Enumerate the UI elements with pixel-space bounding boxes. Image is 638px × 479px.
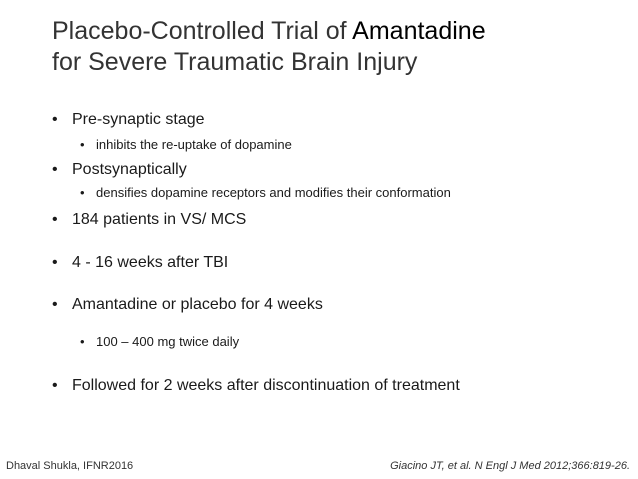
footer-citation: Giacino JT, et al. N Engl J Med 2012;366:819-26. — [390, 460, 630, 472]
bullet-icon: • — [52, 111, 58, 128]
bullet-item — [52, 160, 187, 180]
bullet-item — [52, 210, 246, 230]
bullet-icon: • — [80, 334, 85, 349]
bullet-icon: • — [52, 161, 58, 178]
title-line-2: for Severe Traumatic Brain Injury — [52, 48, 418, 76]
bullet-icon: • — [80, 185, 85, 200]
sub-bullet-item — [80, 137, 292, 153]
bullet-icon: • — [52, 296, 58, 313]
sub-bullet-item — [80, 185, 451, 201]
bullet-text: Pre-synaptic stage — [72, 111, 205, 128]
bullet-text: 100 – 400 mg twice daily — [96, 334, 240, 349]
bullet-item — [52, 253, 228, 273]
title-prefix: Placebo-Controlled Trial of — [52, 17, 353, 45]
bullet-text: densifies dopamine receptors and modifies their conformation — [96, 185, 451, 200]
bullet-item — [52, 295, 323, 315]
bullet-text: 184 patients in VS/ MCS — [72, 211, 247, 228]
bullet-icon: • — [80, 137, 85, 152]
title-highlight: Amantadine — [352, 17, 486, 45]
bullet-icon: • — [52, 254, 58, 271]
bullet-text: 4 - 16 weeks after TBI — [72, 254, 229, 271]
bullet-text: Amantadine or placebo for 4 weeks — [72, 296, 323, 313]
footer-author: Dhaval Shukla, IFNR2016 — [6, 460, 134, 472]
bullet-item — [52, 110, 205, 130]
bullet-icon: • — [52, 211, 58, 228]
bullet-text: Followed for 2 weeks after discontinuation of treatment — [72, 377, 460, 394]
bullet-text: inhibits the re-uptake of dopamine — [96, 137, 292, 152]
bullet-text: Postsynaptically — [72, 161, 187, 178]
sub-bullet-item — [80, 334, 239, 350]
bullet-item — [52, 376, 460, 396]
bullet-icon: • — [52, 377, 58, 394]
